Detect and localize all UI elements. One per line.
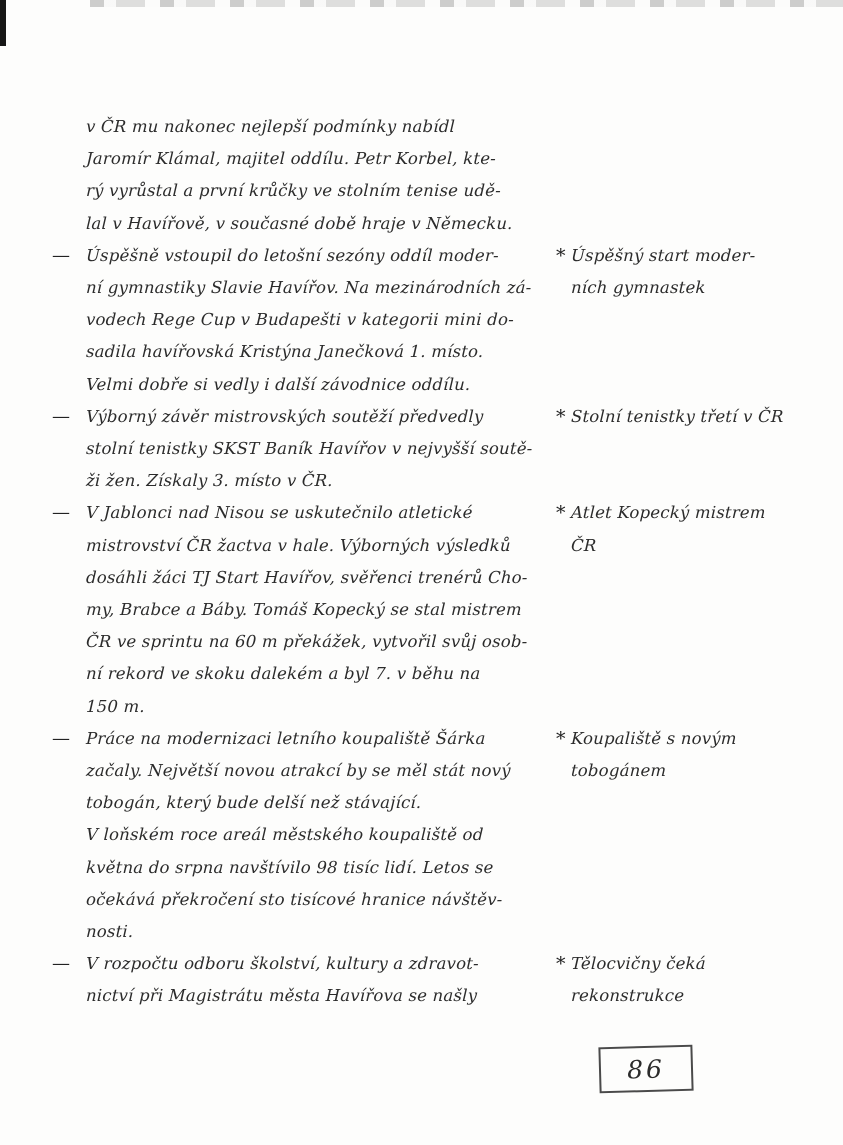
margin-note-line: Koupaliště s novým [570, 728, 738, 748]
handwritten-line: začaly. Největší novou atrakcí by se měl stát nový [85, 761, 512, 781]
handwritten-line: sadila havířovská Kristýna Janečková 1. místo. [85, 342, 484, 362]
asterisk-icon: * [556, 953, 566, 976]
handwritten-line: Velmi dobře si vedly i další závodnice oddílu. [85, 374, 471, 394]
handwritten-line: ČR ve sprintu na 60 m překážek, vytvořil svůj osob- [85, 632, 528, 652]
handwritten-line: Úspěšně vstoupil do letošní sezóny oddíl moder- [85, 245, 500, 265]
margin-note-line: Atlet Kopecký mistrem [570, 503, 767, 523]
dash-marker: — [52, 727, 69, 749]
handwritten-line: my, Brabce a Báby. Tomáš Kopecký se stal mistrem [85, 600, 523, 620]
asterisk-icon: * [556, 244, 566, 267]
handwritten-line: Výborný závěr mistrovských soutěží předvedly [85, 406, 484, 426]
paragraph-block [0, 111, 843, 240]
handwritten-line: V loňském roce areál městského koupaliště od [85, 825, 484, 845]
main-text-column [86, 948, 556, 1012]
handwritten-line: V Jablonci nad Nisou se uskutečnilo atletické [85, 503, 474, 523]
main-text-column [86, 723, 556, 948]
handwritten-line: Jaromír Klámal, majitel oddílu. Petr Korbel, kte- [85, 149, 497, 169]
handwritten-text [0, 111, 843, 1013]
margin-note-lines [571, 240, 755, 304]
list-item-block [0, 948, 843, 1012]
handwritten-line: ní rekord ve skoku dalekém a byl 7. v běhu na [85, 664, 481, 684]
margin-note [556, 948, 843, 1012]
page-number: 86 [626, 1053, 666, 1085]
asterisk-icon: * [556, 502, 566, 525]
margin-note-lines [571, 723, 737, 787]
margin-note-lines [571, 948, 706, 1012]
scan-artifact-top-edge [90, 0, 843, 7]
handwritten-line: vodech Rege Cup v Budapešti v kategorii mini do- [85, 310, 515, 330]
dash-marker: — [52, 244, 69, 266]
handwritten-line: nictví při Magistrátu města Havířova se našly [85, 986, 478, 1006]
handwritten-line: rý vyrůstal a první krůčky ve stolním tenise udě- [85, 181, 502, 201]
margin-note-line: tobogánem [570, 761, 667, 781]
handwritten-line: 150 m. [85, 696, 146, 716]
handwritten-line: mistrovství ČR žactva v hale. Výborných výsledků [85, 535, 512, 555]
list-item-block [0, 240, 843, 401]
margin-note-line: Tělocvičny čeká [570, 954, 707, 974]
margin-note [556, 497, 843, 561]
handwritten-line: V rozpočtu odboru školství, kultury a zdravot- [85, 954, 480, 974]
margin-note-line: rekonstrukce [570, 986, 685, 1006]
page-number-box [598, 1045, 693, 1094]
list-item-block [0, 497, 843, 722]
margin-note-line: Stolní tenistky třetí v ČR [570, 406, 784, 426]
main-text-column [86, 401, 556, 498]
main-text-column [86, 497, 556, 722]
margin-note-lines [571, 401, 784, 433]
handwritten-line: v ČR mu nakonec nejlepší podmínky nabídl [85, 117, 456, 136]
list-item-block [0, 401, 843, 498]
dash-marker: — [52, 502, 69, 524]
handwritten-line: ži žen. Získaly 3. místo v ČR. [85, 471, 334, 491]
main-text-column [86, 111, 556, 240]
handwritten-line: ní gymnastiky Slavie Havířov. Na mezinárodních zá- [85, 278, 532, 298]
list-item-block [0, 723, 843, 948]
handwritten-line: května do srpna navštívilo 98 tisíc lidí. Letos se [85, 857, 494, 877]
margin-note-line: Úspěšný start moder- [570, 245, 756, 265]
handwritten-line: dosáhli žáci TJ Start Havířov, svěřenci trenérů Cho- [85, 567, 528, 587]
handwritten-line: lal v Havířově, v současné době hraje v Německu. [85, 213, 513, 233]
margin-note-line: ních gymnastek [570, 278, 707, 298]
margin-note [556, 401, 843, 433]
handwritten-line: Práce na modernizaci letního koupaliště Šárka [85, 728, 487, 748]
dash-marker: — [52, 405, 69, 427]
margin-note-lines [571, 497, 766, 561]
handwritten-line: očekává překročení sto tisícové hranice návštěv- [85, 889, 503, 909]
handwritten-line: tobogán, který bude delší než stávající. [85, 793, 422, 813]
scan-artifact-left-edge [0, 0, 6, 46]
asterisk-icon: * [556, 405, 566, 428]
asterisk-icon: * [556, 727, 566, 750]
margin-note [556, 240, 843, 304]
dash-marker: — [52, 953, 69, 975]
handwritten-line: stolní tenistky SKST Baník Havířov v nejvyšší soutě- [85, 439, 533, 459]
margin-note-line: ČR [570, 535, 597, 555]
main-text-column [86, 240, 556, 401]
margin-note [556, 723, 843, 787]
handwritten-line: nosti. [85, 922, 134, 942]
